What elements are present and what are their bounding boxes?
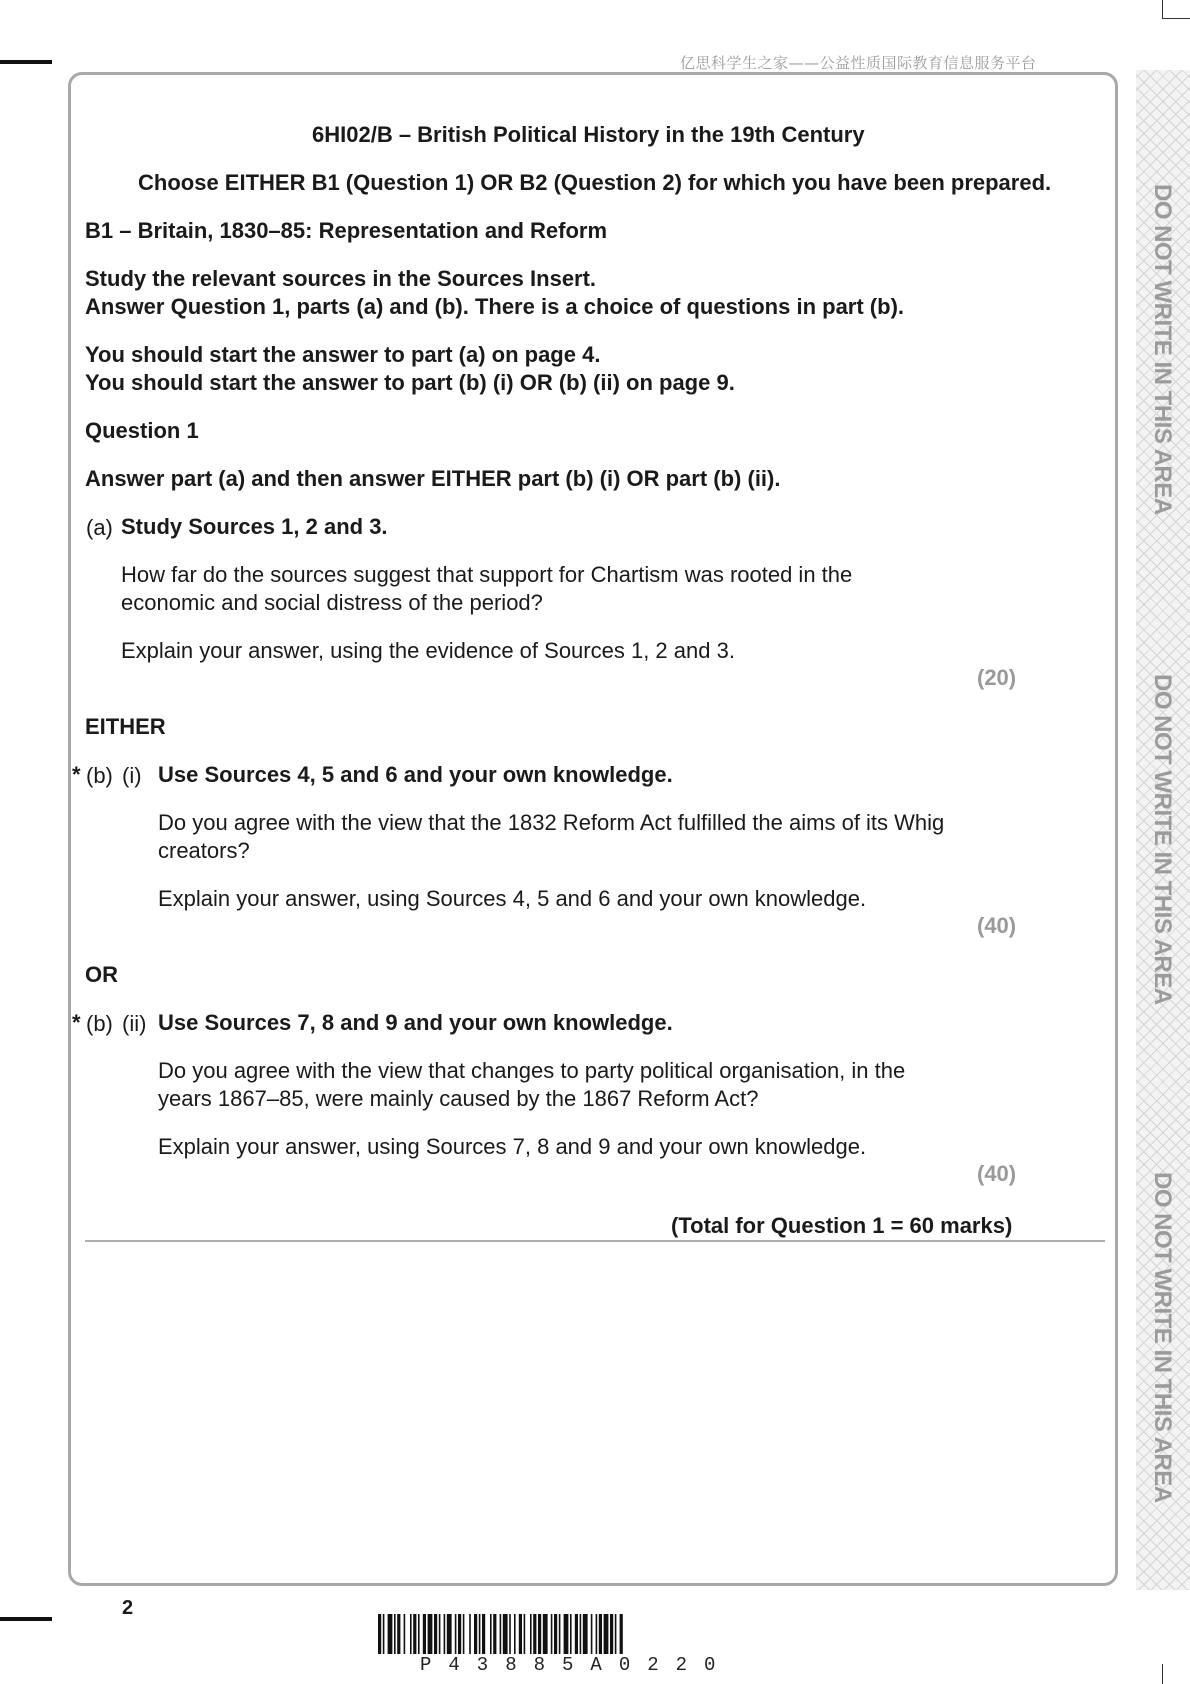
part-a-body: How far do the sources suggest that support for Chartism was rooted in the (121, 562, 853, 587)
barcode-bar (570, 1614, 572, 1654)
essay-star: * (72, 1010, 81, 1035)
barcode-bar (469, 1614, 471, 1654)
paper-title: 6HI02/B – British Political History in the 19th Century (312, 122, 865, 147)
part-b-ii-explain: Explain your answer, using Sources 7, 8 and 9 and your own knowledge. (158, 1134, 867, 1159)
barcode-bar (413, 1614, 416, 1654)
barcode-bar (404, 1614, 406, 1654)
barcode-bar (599, 1614, 602, 1654)
barcode-bar (383, 1614, 385, 1654)
do-not-write-strip (1136, 70, 1190, 1590)
barcode-bar (604, 1614, 609, 1654)
corner-mark (1162, 18, 1190, 19)
essay-star: * (72, 762, 81, 787)
barcode-bar (490, 1614, 492, 1654)
barcode-bar (509, 1614, 511, 1654)
barcode-bar (596, 1614, 598, 1654)
or-label: OR (85, 962, 118, 987)
barcode-bar (538, 1614, 541, 1654)
barcode-bar (583, 1614, 588, 1654)
crop-mark-bottom (0, 1617, 52, 1621)
barcode-bar (575, 1614, 578, 1654)
barcode-bar (410, 1614, 412, 1654)
barcode (378, 1614, 810, 1654)
part-b-label: (b) (86, 763, 113, 788)
start-page-line: You should start the answer to part (a) on page 4. (85, 342, 601, 367)
do-not-write-label: DO NOT WRITE IN THIS AREA (1149, 674, 1176, 1005)
barcode-bar (533, 1614, 536, 1654)
part-b-i-body: creators? (158, 838, 250, 863)
part-a-label: (a) (86, 515, 113, 540)
barcode-bar (554, 1614, 557, 1654)
barcode-bar (397, 1614, 400, 1654)
barcode-bar (378, 1614, 381, 1654)
barcode-bar (423, 1614, 426, 1654)
part-b-i-body: Do you agree with the view that the 1832 Reform Act fulfilled the aims of its Whig (158, 810, 945, 835)
barcode-bar (458, 1614, 461, 1654)
do-not-write-label: DO NOT WRITE IN THIS AREA (1149, 1172, 1176, 1503)
barcode-bar (519, 1614, 522, 1654)
barcode-bar (503, 1614, 508, 1654)
do-not-write-label: DO NOT WRITE IN THIS AREA (1149, 184, 1176, 515)
barcode-bar (500, 1614, 502, 1654)
divider-rule (85, 1240, 1105, 1242)
barcode-bar (447, 1614, 452, 1654)
barcode-bar (559, 1614, 561, 1654)
part-b-ii-body: Do you agree with the view that changes to party political organisation, in the (158, 1058, 906, 1083)
part-a-marks: (20) (977, 665, 1017, 690)
part-b-ii-lead: Use Sources 7, 8 and 9 and your own knowledge. (158, 1010, 673, 1035)
part-b-label: (b) (86, 1011, 113, 1036)
barcode-bar (610, 1614, 613, 1654)
instruction-line: Answer Question 1, parts (a) and (b). There is a choice of questions in part (b). (85, 294, 905, 319)
part-a-lead: Study Sources 1, 2 and 3. (121, 514, 388, 539)
barcode-bar (418, 1614, 420, 1654)
barcode-bar (479, 1614, 481, 1654)
barcode-bar (455, 1614, 457, 1654)
watermark-top: 亿思科学生之家——公益性质国际教育信息服务平台 (680, 54, 1037, 72)
part-a-body: economic and social distress of the period? (121, 590, 543, 615)
barcode-bar (439, 1614, 441, 1654)
barcode-bar (388, 1614, 393, 1654)
page-number: 2 (122, 1597, 134, 1619)
barcode-bar (428, 1614, 433, 1654)
barcode-bar (620, 1614, 623, 1654)
barcode-bar (474, 1614, 477, 1654)
part-a-explain: Explain your answer, using the evidence of Sources 1, 2 and 3. (121, 638, 735, 663)
corner-mark (1162, 0, 1163, 18)
part-b-ii-marks: (40) (977, 1161, 1017, 1186)
part-b-i-lead: Use Sources 4, 5 and 6 and your own knowledge. (158, 762, 673, 787)
barcode-bar (551, 1614, 553, 1654)
barcode-bar (524, 1614, 526, 1654)
question-total: (Total for Question 1 = 60 marks) (671, 1213, 1013, 1238)
barcode-bar (463, 1614, 465, 1654)
part-b-ii-body: years 1867–85, were mainly caused by the 1867 Reform Act? (158, 1086, 759, 1111)
barcode-bar (615, 1614, 617, 1654)
barcode-bar (591, 1614, 593, 1654)
barcode-bar (434, 1614, 437, 1654)
barcode-bar (564, 1614, 569, 1654)
barcode-bar (543, 1614, 548, 1654)
barcode-text: P43885A0220 (420, 1654, 733, 1676)
choose-instruction: Choose EITHER B1 (Question 1) OR B2 (Question 2) for which you have been prepared. (138, 170, 1052, 195)
part-b-i-sublabel: (i) (122, 763, 142, 788)
barcode-bar (394, 1614, 396, 1654)
barcode-bar (580, 1614, 582, 1654)
barcode-bar (444, 1614, 446, 1654)
part-b-i-marks: (40) (977, 913, 1017, 938)
barcode-bar (514, 1614, 516, 1654)
question-heading: Question 1 (85, 418, 199, 443)
part-b-ii-sublabel: (ii) (122, 1011, 147, 1036)
section-title: B1 – Britain, 1830–85: Representation and Reform (85, 218, 608, 243)
barcode-bar (530, 1614, 532, 1654)
crop-mark-top (0, 60, 52, 64)
instruction-line: Study the relevant sources in the Sources Insert. (85, 266, 597, 291)
either-label: EITHER (85, 714, 166, 739)
part-b-i-explain: Explain your answer, using Sources 4, 5 and 6 and your own knowledge. (158, 886, 867, 911)
corner-mark (1162, 1664, 1163, 1684)
barcode-bar (482, 1614, 485, 1654)
barcode-bar (493, 1614, 496, 1654)
question-instruction: Answer part (a) and then answer EITHER part (b) (i) OR part (b) (ii). (85, 466, 781, 491)
start-page-line: You should start the answer to part (b) (i) OR (b) (ii) on page 9. (85, 370, 735, 395)
